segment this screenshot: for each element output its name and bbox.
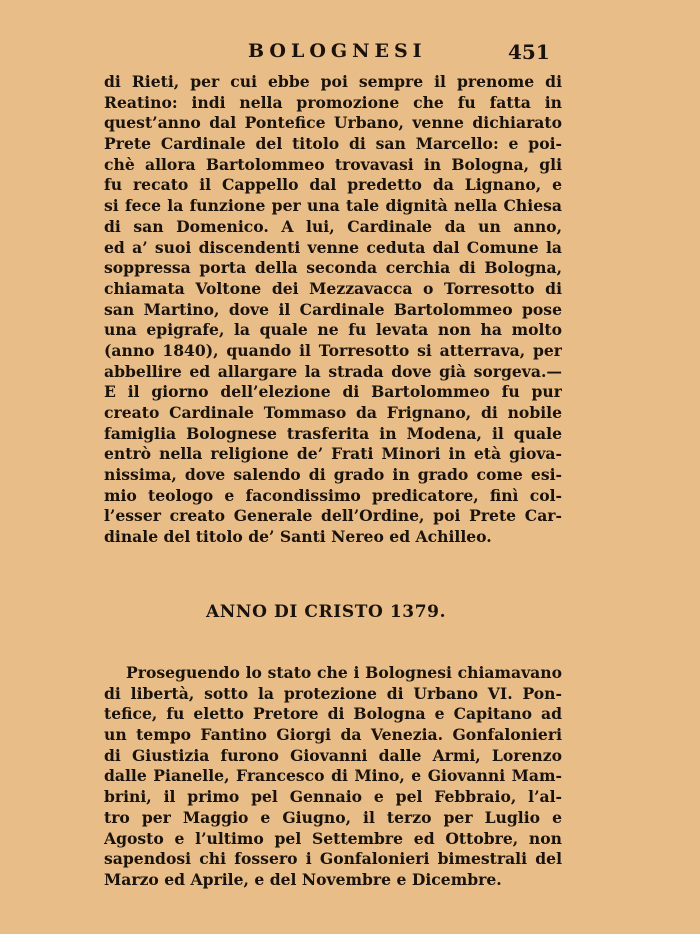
running-title: BOLOGNESI	[248, 40, 427, 62]
text-line: fu recato il Cappello dal predetto da Lignano, e	[104, 175, 562, 195]
paragraph-2	[104, 663, 562, 891]
text-line: un tempo Fantino Giorgi da Venezia. Gonfalonieri	[104, 725, 562, 745]
paragraph-1	[104, 72, 562, 548]
text-line: di Giustizia furono Giovanni dalle Armi, Lorenzo	[104, 745, 562, 765]
text-line: quest’anno dal Pontefice Urbano, venne dichiarato	[104, 113, 562, 133]
text-line: Marzo ed Aprile, e del Novembre e Dicembre.	[104, 869, 502, 889]
text-line: dalle Pianelle, Francesco di Mino, e Giovanni Mam-	[104, 766, 562, 786]
text-line: Proseguendo lo stato che i Bolognesi chiamavano	[126, 663, 562, 682]
text-line: tro per Maggio e Giugno, il terzo per Luglio e	[104, 807, 562, 827]
text-line: una epigrafe, la quale ne fu levata non ha molto	[104, 320, 562, 340]
text-line: creato Cardinale Tommaso da Frignano, di nobile	[104, 403, 562, 422]
text-line: si fece la funzione per una tale dignità nella Chiesa	[104, 196, 562, 216]
text-line: mio teologo e facondissimo predicatore, finì col-	[104, 485, 562, 505]
text-line: Prete Cardinale del titolo di san Marcello: e poi-	[104, 134, 562, 154]
text-line: tefice, fu eletto Pretore di Bologna e Capitano ad	[104, 704, 562, 724]
text-line: Reatino: indi nella promozione che fu fatta in	[104, 92, 562, 112]
text-line: chè allora Bartolommeo trovavasi in Bologna, gli	[104, 154, 562, 174]
text-line: Agosto e l’ultimo pel Settembre ed Ottobre, non	[104, 828, 562, 848]
section-heading: ANNO DI CRISTO 1379.	[206, 602, 447, 622]
page-number: 451	[508, 40, 550, 64]
text-line: di Rieti, per cui ebbe poi sempre il prenome di	[104, 72, 562, 91]
text-line: chiamata Voltone dei Mezzavacca o Torresotto di	[104, 278, 562, 298]
text-line: san Martino, dove il Cardinale Bartolommeo pose	[104, 299, 562, 319]
text-line: famiglia Bolognese trasferita in Modena, il quale	[104, 423, 562, 443]
text-line: nissima, dove salendo di grado in grado come esi-	[104, 465, 562, 485]
text-line: (anno 1840), quando il Torresotto si atterrava, per	[104, 340, 562, 360]
text-line: brini, il primo pel Gennaio e pel Febbraio, l’al-	[104, 787, 562, 807]
text-line: sapendosi chi fossero i Gonfalonieri bimestrali del	[104, 849, 562, 869]
text-line: entrò nella religione de’ Frati Minori in età giova-	[104, 444, 562, 464]
text-line: abbellire ed allargare la strada dove già sorgeva.—	[104, 361, 562, 381]
text-line: soppressa porta della seconda cerchia di Bologna,	[104, 258, 562, 278]
text-line: E il giorno dell’elezione di Bartolommeo fu pur	[104, 382, 562, 402]
text-line: di san Domenico. A lui, Cardinale da un anno,	[104, 216, 562, 236]
text-line: dinale del titolo de’ Santi Nereo ed Achilleo.	[104, 527, 492, 547]
text-line: ed a’ suoi discendenti venne ceduta dal Comune la	[104, 237, 562, 257]
text-line: di libertà, sotto la protezione di Urbano VI. Pon-	[104, 683, 562, 703]
text-line: l’esser creato Generale dell’Ordine, poi Prete Car-	[104, 506, 562, 526]
